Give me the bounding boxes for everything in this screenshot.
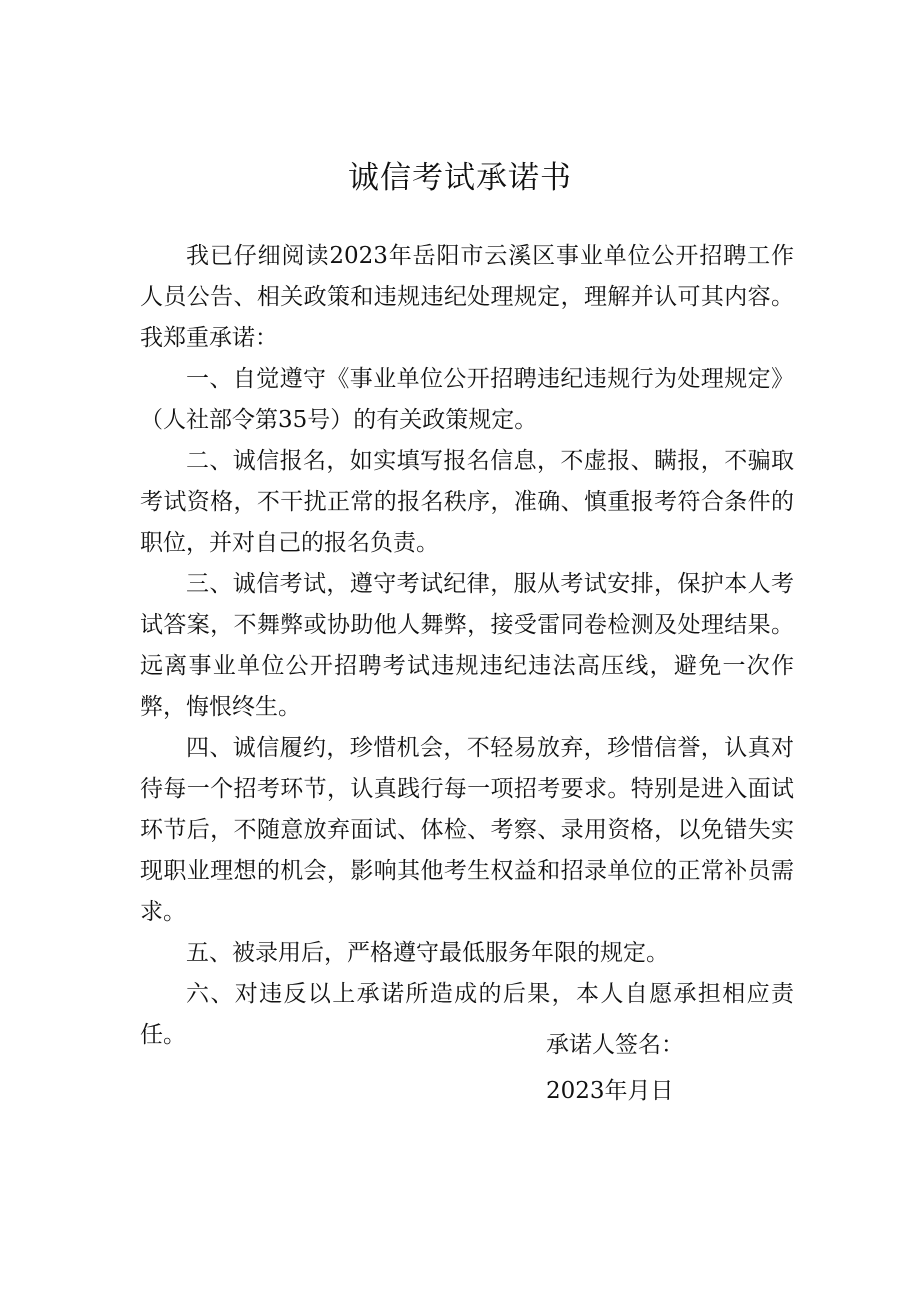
signature-date: 2023年月日 — [546, 1078, 674, 1104]
paragraph-item-2: 二、诚信报名，如实填写报名信息，不虚报、瞒报，不骗取考试资格，不干扰正常的报名秩序，准确、慎重报考符合条件的职位，并对自己的报名负责。 — [140, 448, 794, 556]
document-body — [140, 236, 794, 1056]
paragraph-item-4: 四、诚信履约，珍惜机会，不轻易放弃，珍惜信誉，认真对待每一个招考环节，认真践行每一项招考要求。特别是进入面试环节后，不随意放弃面试、体检、考察、录用资格，以免错失实现职业理想的机会，影响其他考生权益和招录单位的正常补员需求。 — [140, 735, 794, 925]
paragraph-item-6: 六、对违反以上承诺所造成的后果，本人自愿承担相应责任。 — [140, 981, 794, 1048]
signature-block — [546, 1022, 806, 1114]
paragraph-item-3: 三、诚信考试，遵守考试纪律，服从考试安排，保护本人考试答案，不舞弊或协助他人舞弊，接受雷同卷检测及处理结果。远离事业单位公开招聘考试违规违纪违法高压线，避免一次作弊，悔恨终生。 — [140, 571, 794, 720]
paragraph-intro: 我已仔细阅读2023年岳阳市云溪区事业单位公开招聘工作人员公告、相关政策和违规违纪处理规定，理解并认可其内容。我郑重承诺： — [140, 243, 794, 351]
paragraph-item-5: 五、被录用后，严格遵守最低服务年限的规定。 — [186, 940, 669, 966]
signature-label: 承诺人签名： — [546, 1032, 684, 1058]
paragraph-item-1: 一、自觉遵守《事业单位公开招聘违纪违规行为处理规定》（人社部令第35号）的有关政策规定。 — [140, 366, 794, 433]
document-title: 诚信考试承诺书 — [348, 160, 572, 196]
